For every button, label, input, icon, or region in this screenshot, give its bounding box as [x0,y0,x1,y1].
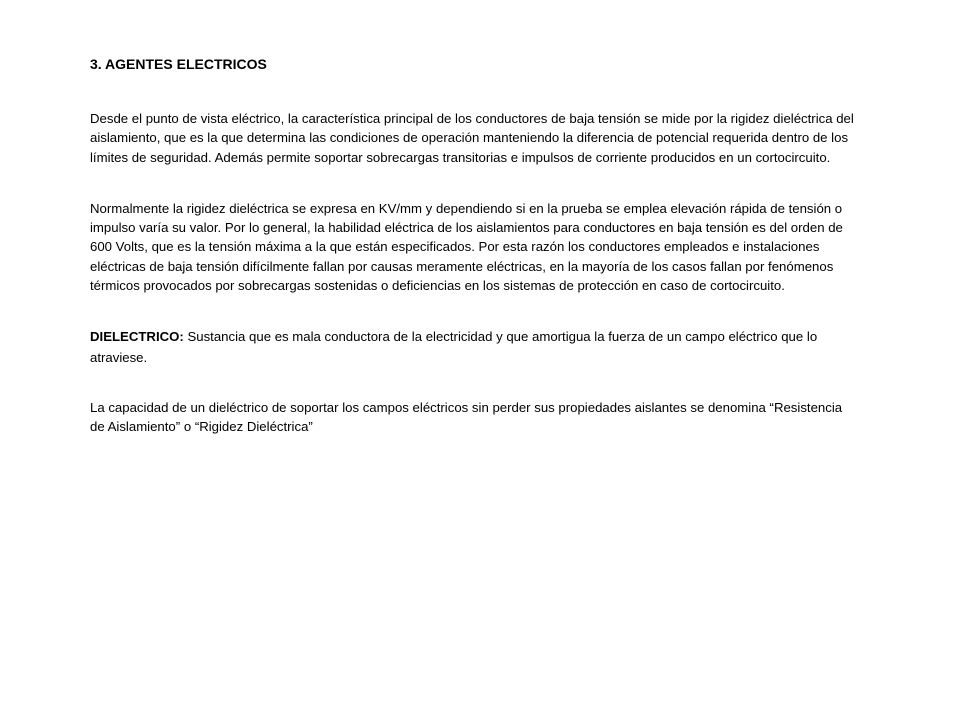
document-body [90,54,860,436]
paragraph-dielectric-strength: Desde el punto de vista eléctrico, la característica principal de los conductores de baja tensión se mide por la rigidez dieléctrica del aislamiento, que es la que determina las condiciones de operación manteniendo la diferencia de potencial requerida dentro de los límites de seguridad. Además permite soportar sobrecargas transitorias e impulsos de corriente producidos en un cortocircuito. [90,111,854,165]
paragraph-voltage-rating: Normalmente la rigidez dieléctrica se expresa en KV/mm y dependiendo si en la prueba se emplea elevación rápida de tensión o impulso varía su valor. Por lo general, la habilidad eléctrica de los aislamientos para conductores en baja tensión es del orden de 600 Volts, que es la tensión máxima a la que están especificados. Por esta razón los conductores empleados e instalaciones eléctricas de baja tensión difícilmente fallan por causas meramente eléctricas, en la mayoría de los casos fallan por fenómenos térmicos provocados por sobrecargas sostenidas o deficiencias en los sistemas de protección en caso de cortocircuito. [90,200,843,294]
definition-text: Sustancia que es mala conductora de la electricidad y que amortigua la fuerza de un campo eléctrico que lo atraviese. [90,329,818,366]
definition-paragraph [90,326,860,368]
definition-term: DIELECTRICO: [90,329,184,345]
section-heading: 3. AGENTES ELECTRICOS [90,56,267,72]
paragraph-insulation-resistance: La capacidad de un dieléctrico de soportar los campos eléctricos sin perder sus propiedades aislantes se denomina “Resistencia de Aislamiento” o “Rigidez Dieléctrica” [90,400,843,435]
